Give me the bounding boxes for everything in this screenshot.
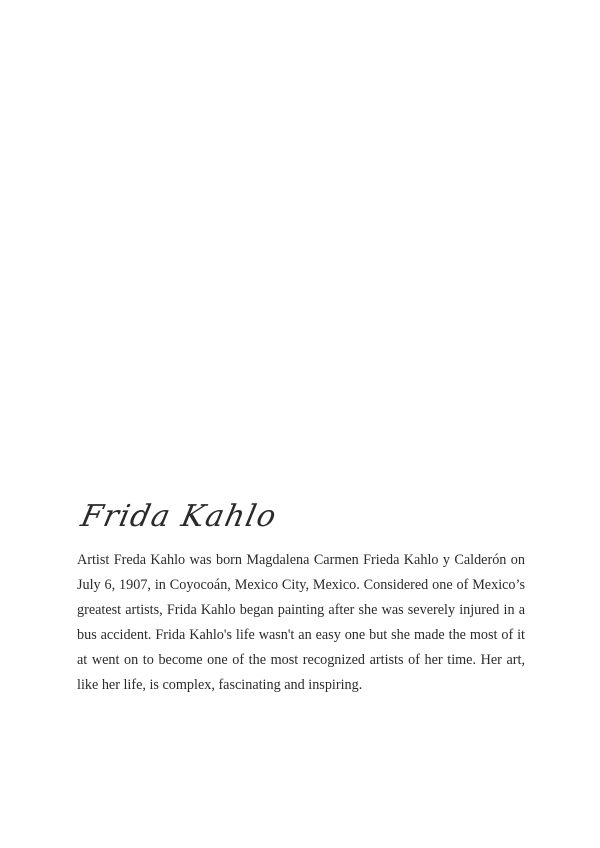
page-title: Frida Kahlo — [77, 499, 281, 534]
biography-section — [77, 496, 525, 698]
biography-paragraph: Artist Freda Kahlo was born Magdalena Carmen Frieda Kahlo y Calderón on July 6, 1907, in Coyocoán, Mexico City, Mexico. Considered one of Mexico’s greatest artists, Frida Kahlo began painting after she was severely injured in a bus accident. Frida Kahlo's life wasn't an easy one but she made the most of it at went on to become one of the most recognized artists of her time. Her art, like her life, is complex, fascinating and inspiring. — [77, 552, 525, 693]
